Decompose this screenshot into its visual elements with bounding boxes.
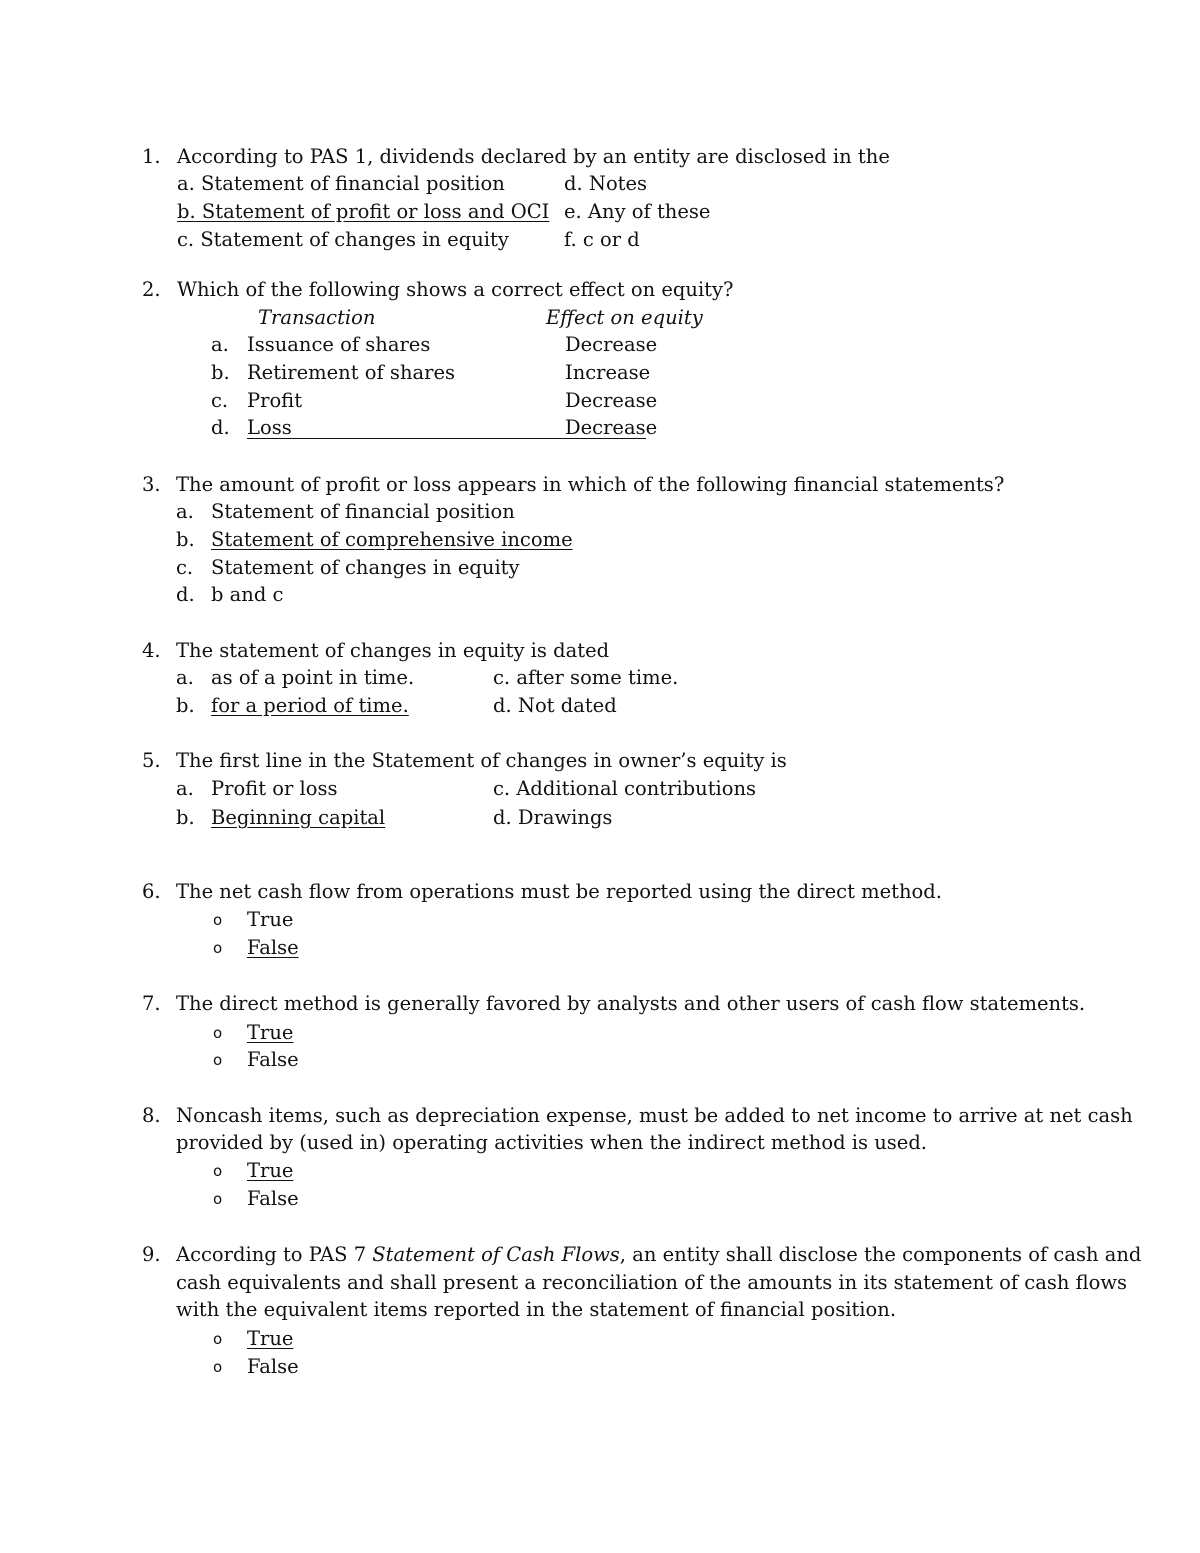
option-true-answer: True	[247, 1159, 294, 1182]
option-b-answer: Statement of comprehensive income	[211, 528, 573, 551]
option-letter: b.	[176, 528, 195, 551]
option-a: as of a point in time.	[211, 666, 415, 689]
question-text: The direct method is generally favored by analysts and other users of cash flow statements.	[176, 992, 1086, 1015]
question-text: The net cash flow from operations must be reported using the direct method.	[176, 880, 942, 903]
option-b-answer: b. Statement of profit or loss and OCI	[177, 200, 550, 223]
row-effect: Increase	[565, 361, 651, 384]
option-a: Profit or loss	[211, 777, 338, 800]
option-d: b and c	[211, 583, 284, 606]
option-true: True	[247, 908, 294, 931]
option-false-answer: False	[247, 936, 299, 959]
question-text: Noncash items, such as depreciation expense, must be added to net income to arrive at net cash	[176, 1104, 1133, 1127]
bullet-icon: o	[213, 939, 223, 957]
question-number: 3.	[142, 473, 161, 496]
bullet-icon: o	[213, 1051, 223, 1069]
question-text: According to PAS 1, dividends declared by an entity are disclosed in the	[177, 145, 890, 168]
question-text: The statement of changes in equity is dated	[176, 639, 610, 662]
option-true-answer: True	[247, 1021, 294, 1044]
option-d: d. Notes	[564, 172, 648, 195]
bullet-icon: o	[213, 1330, 223, 1348]
row-letter: c.	[211, 389, 229, 412]
question-text: The first line in the Statement of changes in owner’s equity is	[176, 749, 787, 772]
question-text: cash equivalents and shall present a reconciliation of the amounts in its statement of cash flows	[176, 1271, 1128, 1294]
option-b-answer: Beginning capital	[211, 806, 386, 829]
question-number: 7.	[142, 992, 161, 1015]
bullet-icon: o	[213, 1024, 223, 1042]
row-letter: b.	[211, 361, 230, 384]
option-c: c. Statement of changes in equity	[177, 228, 509, 251]
column-header-effect: Effect on equity	[546, 306, 703, 329]
text-run: , an entity shall disclose the components of cash and	[619, 1243, 1142, 1266]
bullet-icon: o	[213, 1162, 223, 1180]
option-e: e. Any of these	[564, 200, 711, 223]
option-c: c. after some time.	[493, 666, 679, 689]
question-text	[176, 1243, 1141, 1267]
question-text: Which of the following shows a correct effect on equity?	[177, 278, 734, 301]
option-letter: d.	[176, 583, 195, 606]
question-number: 2.	[142, 278, 161, 301]
option-d: d. Drawings	[493, 806, 613, 829]
option-f: f. c or d	[564, 228, 640, 251]
row-transaction: Profit	[247, 389, 303, 412]
bullet-icon: o	[213, 911, 223, 929]
row-effect-answer: Decrease	[565, 416, 658, 439]
question-text: with the equivalent items reported in the statement of financial position.	[176, 1298, 897, 1321]
question-number: 4.	[142, 639, 161, 662]
question-number: 6.	[142, 880, 161, 903]
option-letter: a.	[176, 777, 194, 800]
option-false: False	[247, 1355, 299, 1378]
option-letter: a.	[176, 500, 194, 523]
row-effect: Decrease	[565, 389, 658, 412]
option-letter: b.	[176, 694, 195, 717]
option-false: False	[247, 1048, 299, 1071]
question-number: 5.	[142, 749, 161, 772]
option-letter: a.	[176, 666, 194, 689]
option-d: d. Not dated	[493, 694, 617, 717]
row-effect: Decrease	[565, 333, 658, 356]
question-number: 1.	[142, 145, 161, 168]
bullet-icon: o	[213, 1358, 223, 1376]
option-c: c. Additional contributions	[493, 777, 757, 800]
text-run: According to PAS 7	[176, 1243, 373, 1266]
question-number: 9.	[142, 1243, 161, 1266]
row-letter: d.	[211, 416, 230, 439]
question-text: The amount of profit or loss appears in which of the following financial statements?	[176, 473, 1005, 496]
row-transaction: Retirement of shares	[247, 361, 455, 384]
option-letter: c.	[176, 556, 194, 579]
option-b-answer: for a period of time.	[211, 694, 409, 717]
option-a: a. Statement of financial position	[177, 172, 505, 195]
bullet-icon: o	[213, 1190, 223, 1208]
standard-title: Statement of Cash Flows	[372, 1243, 620, 1266]
question-number: 8.	[142, 1104, 161, 1127]
option-c: Statement of changes in equity	[211, 556, 520, 579]
column-header-transaction: Transaction	[258, 306, 376, 329]
question-text: provided by (used in) operating activities when the indirect method is used.	[176, 1131, 927, 1154]
option-false: False	[247, 1187, 299, 1210]
row-transaction: Issuance of shares	[247, 333, 431, 356]
option-letter: b.	[176, 806, 195, 829]
row-letter: a.	[211, 333, 229, 356]
option-a: Statement of financial position	[211, 500, 515, 523]
answer-underline	[247, 438, 646, 439]
option-true-answer: True	[247, 1327, 294, 1350]
row-transaction-answer: Loss	[247, 416, 292, 439]
